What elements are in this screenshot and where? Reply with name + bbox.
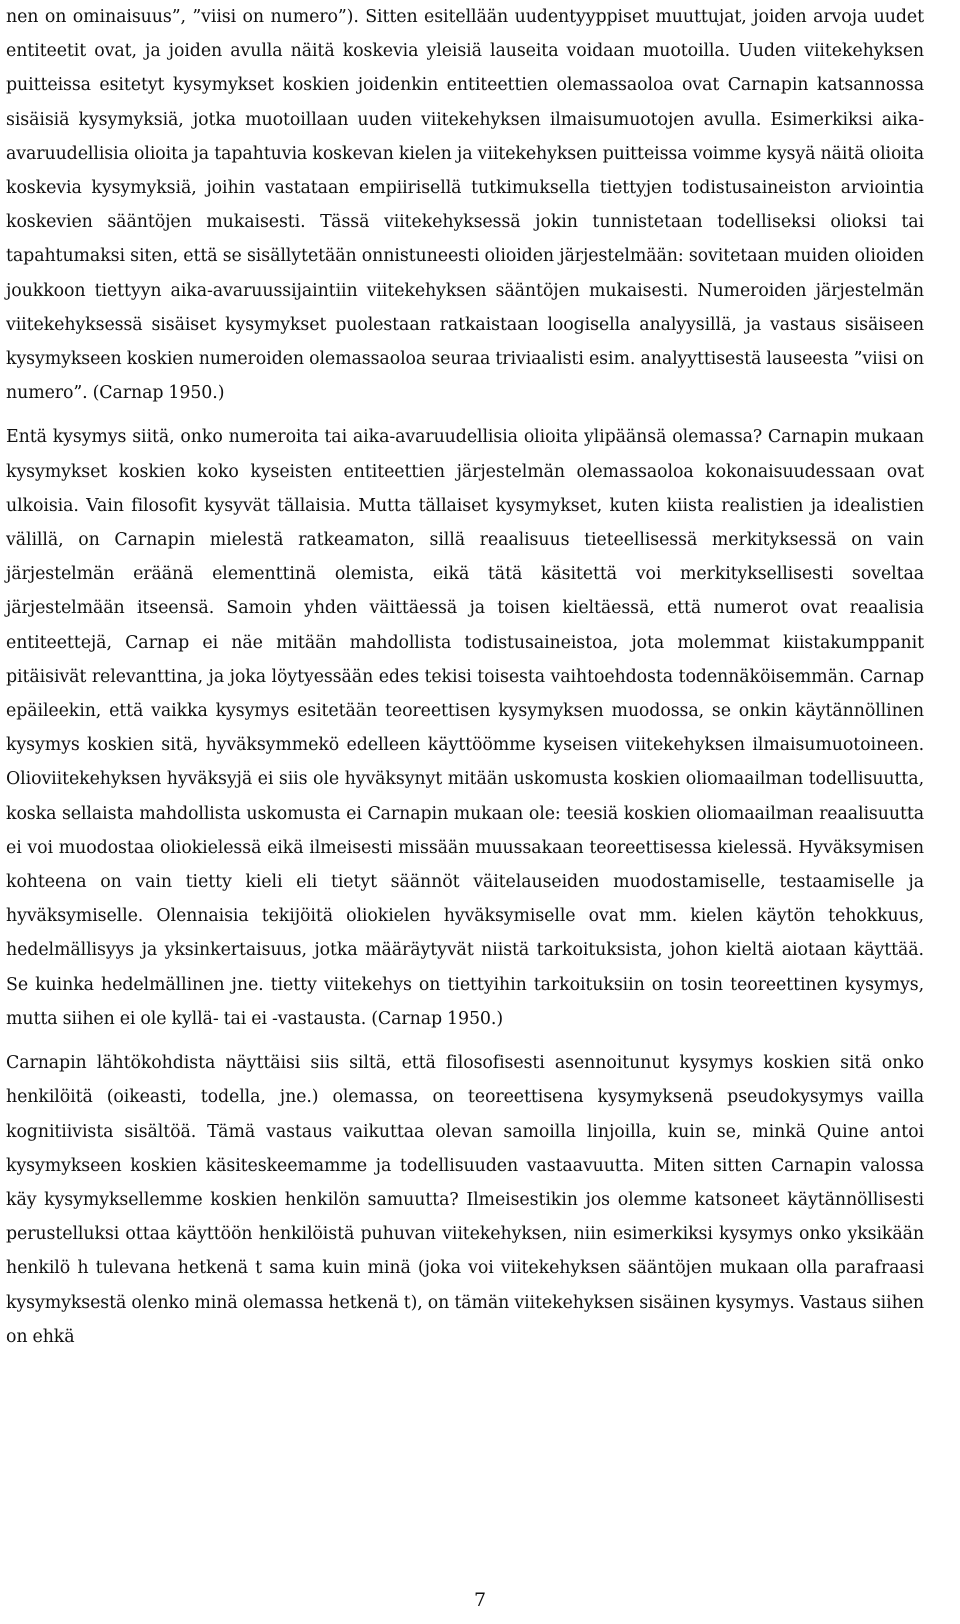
body-text <box>6 0 924 1354</box>
paragraph-2: Entä kysymys siitä, onko numeroita tai aika-avaruudellisia olioita ylipäänsä olemassa? Carnapin mukaan kysymykset koskien koko kyseisten entiteettien järjestelmän olemassaoloa kokonaisuudessaan ovat ulkoisia. Vain filosofit kysyvät tällaisia. Mutta tällaiset kysymykset, kuten kiista realistien ja idealistien välillä, on Carnapin mielestä ratkeamaton, sillä reaalisuus tieteellisessä merkityksessä on vain järjestelmän eräänä elementtinä olemista, eikä tätä käsitettä voi merkityksellisesti soveltaa järjestelmään itseensä. Samoin yhden väittäessä ja toisen kieltäessä, että numerot ovat reaalisia entiteettejä, Carnap ei näe mitään mahdollista todistusaineistoa, jota molemmat kiistakumppanit pitäisivät relevanttina, ja joka löytyessään edes tekisi toisesta vaihtoehdosta todennäköisemmän. Carnap epäileekin, että vaikka kysymys esitetään teoreettisen kysymyksen muodossa, se onkin käytännöllinen kysymys koskien sitä, hyväksymmekö edelleen käyttöömme kyseisen viitekehyksen ilmaisumuotoineen. Olioviitekehyksen hyväksyjä ei siis ole hyväksynyt mitään uskomusta koskien oliomaailman todellisuutta, koska sellaista mahdollista uskomusta ei Carnapin mukaan ole: teesiä koskien oliomaailman reaalisuutta ei voi muodostaa oliokielessä eikä ilmeisesti missään muussakaan teoreettisessa kielessä. Hyväksymisen kohteena on vain tietty kieli eli tietyt säännöt väitelauseiden muodostamiselle, testaamiselle ja hyväksymiselle. Olennaisia tekijöitä oliokielen hyväksymiselle ovat mm. kielen käytön tehokkuus, hedelmällisyys ja yksinkertaisuus, jotka määräytyvät niistä tarkoituksista, johon kieltä aiotaan käyttää. Se kuinka hedelmällinen jne. tietty viitekehys on tiettyihin tarkoituksiin on tosin teoreettinen kysymys, mutta siihen ei ole kyllä- tai ei -vastausta. (Carnap 1950.) <box>6 427 924 1029</box>
paragraph-1: nen on ominaisuus”, ”viisi on numero”). Sitten esitellään uudentyyppiset muuttujat, joiden arvoja uudet entiteetit ovat, ja joiden avulla näitä koskevia yleisiä lauseita voidaan muotoilla. Uuden viitekehyksen puitteissa esitetyt kysymykset koskien joidenkin entiteettien olemassaoloa ovat Carnapin katsannossa sisäisiä kysymyksiä, jotka muotoillaan uuden viitekehyksen ilmaisumuotojen avulla. Esimerkiksi aika-avaruudellisia olioita ja tapahtuvia koskevan kielen ja viitekehyksen puitteissa voimme kysyä näitä olioita koskevia kysymyksiä, joihin vastataan empiirisellä tutkimuksella tiettyjen todistusaineiston arviointia koskevien sääntöjen mukaisesti. Tässä viitekehyksessä jokin tunnistetaan todelliseksi olioksi tai tapahtumaksi siten, että se sisällytetään onnistuneesti olioiden järjestelmään: sovitetaan muiden olioiden joukkoon tiettyyn aika-avaruussijaintiin viitekehyksen sääntöjen mukaisesti. Numeroiden järjestelmän viitekehyksessä sisäiset kysymykset puolestaan ratkaistaan loogisella analyysillä, ja vastaus sisäiseen kysymykseen koskien numeroiden olemassaoloa seuraa triviaalisti esim. analyyttisestä lauseesta ”viisi on numero”. (Carnap 1950.) <box>6 7 924 404</box>
paragraph-3: Carnapin lähtökohdista näyttäisi siis siltä, että filosofisesti asennoitunut kysymys koskien sitä onko henkilöitä (oikeasti, todella, jne.) olemassa, on teoreettisena kysymyksenä pseudokysymys vailla kognitiivista sisältöä. Tämä vastaus vaikuttaa olevan samoilla linjoilla, kuin se, minkä Quine antoi kysymykseen koskien käsiteskeemamme ja todellisuuden vastaavuutta. Miten sitten Carnapin valossa käy kysymyksellemme koskien henkilön samuutta? Ilmeisestikin jos olemme katsoneet käytännöllisesti perustelluksi ottaa käyttöön henkilöistä puhuvan viitekehyksen, niin esimerkiksi kysymys onko yksikään henkilö h tulevana hetkenä t sama kuin minä (joka voi viitekehyksen sääntöjen mukaan olla parafraasi kysymyksestä olenko minä olemassa hetkenä t), on tämän viitekehyksen sisäinen kysymys. Vastaus siihen on ehkä <box>6 1053 924 1347</box>
page-number: 7 <box>473 1589 487 1611</box>
